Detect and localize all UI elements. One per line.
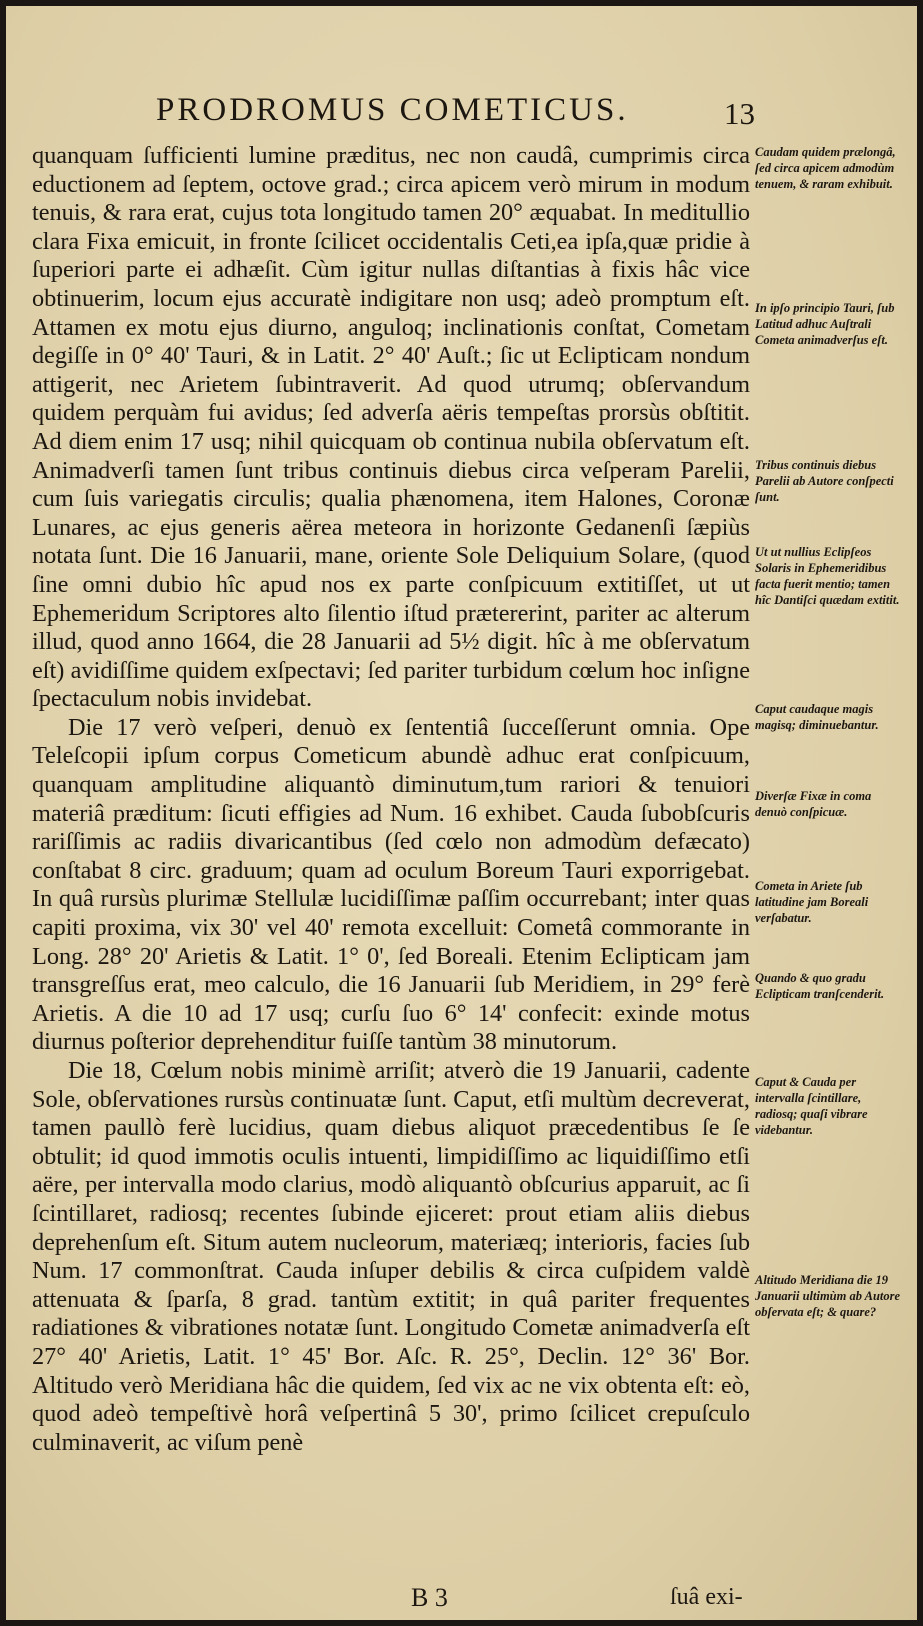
paragraph-3: Die 18, Cœlum nobis minimè arriſit; atverò die 19 Januarii, cadente Sole, obſervationes rursùs continuatæ ſunt. Caput, etſi multùm decreverat, tamen paullò ferè lucidius, quam diebus aliquot præcedentibus ſe ſe obtulit; id quod immotis oculis intuenti, limpidiſſimo ac liquidiſſimo etſi aëre, per intervalla modo clarius, modò aliquantò obſcurius apparuit, ac ſi ſcintillaret, radiosq; recentes ſubinde ejiceret: prout etiam aliis diebus deprehenſum eſt. Situm autem nucleorum, materiæq; interioris, facies ſub Num. 17 commonſtrat. Cauda inſuper debilis & circa cuſpidem valdè attenuata & ſparſa, 8 grad. tantùm extitit; in quâ pariter frequentes radiationes & vibrationes notatæ ſunt. Longitudo Cometæ animadverſa eſt 27° 40' Arietis, Latit. 1° 45' Bor. Aſc. R. 25°, Declin. 12° 36' Bor. Altitudo verò Meridiana hâc die quidem, ſed vix ac ne vix obtenta eſt: eò, quod adeò tempeſtivè horâ veſpertinâ 5 30', primo ſcilicet crepuſculo culminaverit, ac viſum penè (32, 1057, 750, 1456)
page-number: 13 (724, 96, 755, 131)
main-text-column (32, 142, 750, 1457)
marginal-note-6: Diverſæ Fixæ in coma denuò conſpicuæ. (755, 789, 872, 819)
book-page (6, 6, 917, 1620)
paragraph-1: quanquam ſufficienti lumine præditus, nec non caudâ, cumprimis circa eductionem ad ſeptem, octove grad.; circa apicem verò mirum in modum tenuis, & rara erat, cujus tota longitudo tamen 20° æquabat. In meditullio clara Fixa emicuit, in fronte ſcilicet occidentalis Ceti,ea ipſa,quæ pridie à ſuperiori parte ei adhæſit. Cùm igitur nullas diſtantias à fixis hâc vice obtinuerim, locum ejus accuratè indigitare non usq; adeò promptum eſt. Attamen ex motu ejus diurno, anguloq; inclinationis conſtat, Cometam degiſſe in 0° 40' Tauri, & in Latit. 2° 40' Auſt.; ſic ut Eclipticam nondum attigerit, nec Arietem ſubintraverit. Ad quod utrumq; obſervandum quidem perquàm fui avidus; ſed adverſa aëris tempeſtas prorsùs obſtitit. Ad diem enim 17 usq; nihil quicquam ob continua nubila obſervatum eſt. Animadverſi tamen ſunt tribus continuis diebus circa veſperam Parelii, cum ſuis variegatis circulis; qualia phænomena, item Halones, Coronæ Lunares, ac ejus generis aërea meteora in horizonte Gedanenſi ſæpiùs notata ſunt. Die 16 Januarii, mane, oriente Sole Deliquium Solare, (quod ſine omni dubio hîc apud nos ex parte conſpicuum extitiſſet, ut ut Ephemeridum Scriptores alto ſilentio iſtud prætererint, pariter ac alterum illud, quod anno 1664, die 28 Januarii ad 5½ digit. hîc à me obſervatum eſt) avidiſſime quidem exſpectavi; ſed pariter turbidum cœlum hoc inſigne ſpectaculum nobis invidebat. (32, 142, 750, 713)
marginal-note-2: In ipſo principio Tauri, ſub Latitud adhuc Auſtrali Cometa animadverſus eſt. (755, 301, 895, 347)
catchword: ſuâ exi- (670, 1584, 743, 1610)
marginal-note-9: Caput & Cauda per intervalla ſcintillare, radiosq; quaſi vibrare videbantur. (755, 1075, 868, 1137)
running-header-title: PRODROMUS COMETICUS. (156, 92, 629, 128)
signature-mark: B 3 (411, 1583, 448, 1612)
marginal-note-7: Cometa in Ariete ſub latitudine jam Boreali verſabatur. (755, 879, 869, 925)
marginal-note-10: Altitudo Meridiana die 19 Januarii ultimùm ab Autore obſervata eſt; & quare? (755, 1273, 901, 1319)
marginal-note-1: Caudam quidem prælongâ, ſed circa apicem admodùm tenuem, & raram exhibuit. (755, 145, 896, 191)
marginal-note-5: Caput caudaque magis magisq; diminuebantur. (755, 702, 879, 732)
marginal-note-4: Ut ut nullius Eclipſeos Solaris in Ephemeridibus facta fuerit mentio; tamen hîc Dantiſci quædam extitit. (755, 545, 900, 607)
marginal-note-8: Quando & quo gradu Eclipticam tranſcenderit. (755, 971, 885, 1001)
paragraph-2: Die 17 verò veſperi, denuò ex ſententiâ ſucceſſerunt omnia. Ope Teleſcopii ipſum corpus Cometicum abundè adhuc erat conſpicuum, quanquam amplitudine aliquantò diminutum,tum rariori & tenuiori materiâ præditum: ſicuti effigies ad Num. 16 exhibet. Cauda ſubobſcuris rariſſimis ac radiis divaricantibus (ſed cœlo non admodùm defæcato) conſtabat 8 circ. graduum; quam ad oculum Boreum Tauri exporrigebat. In quâ rursùs plurimæ Stellulæ lucidiſſimæ paſſim occurrebant; inter quas capiti proxima, vix 30' vel 40' remota excelluit: Cometâ commorante in Long. 28° 20' Arietis & Latit. 1° 0', ſed Boreali. Etenim Eclipticam jam transgreſſus erat, meo calculo, die 16 Januarii ſub Meridiem, in 29° ferè Arietis. A die 10 ad 17 usq; curſu ſuo 6° 14' confecit: exinde motus diurnus poſterior deprehenditur fuiſſe tantùm 38 minutorum. (32, 713, 750, 1056)
marginal-note-3: Tribus continuis diebus Parelii ab Autore conſpecti ſunt. (755, 458, 894, 504)
